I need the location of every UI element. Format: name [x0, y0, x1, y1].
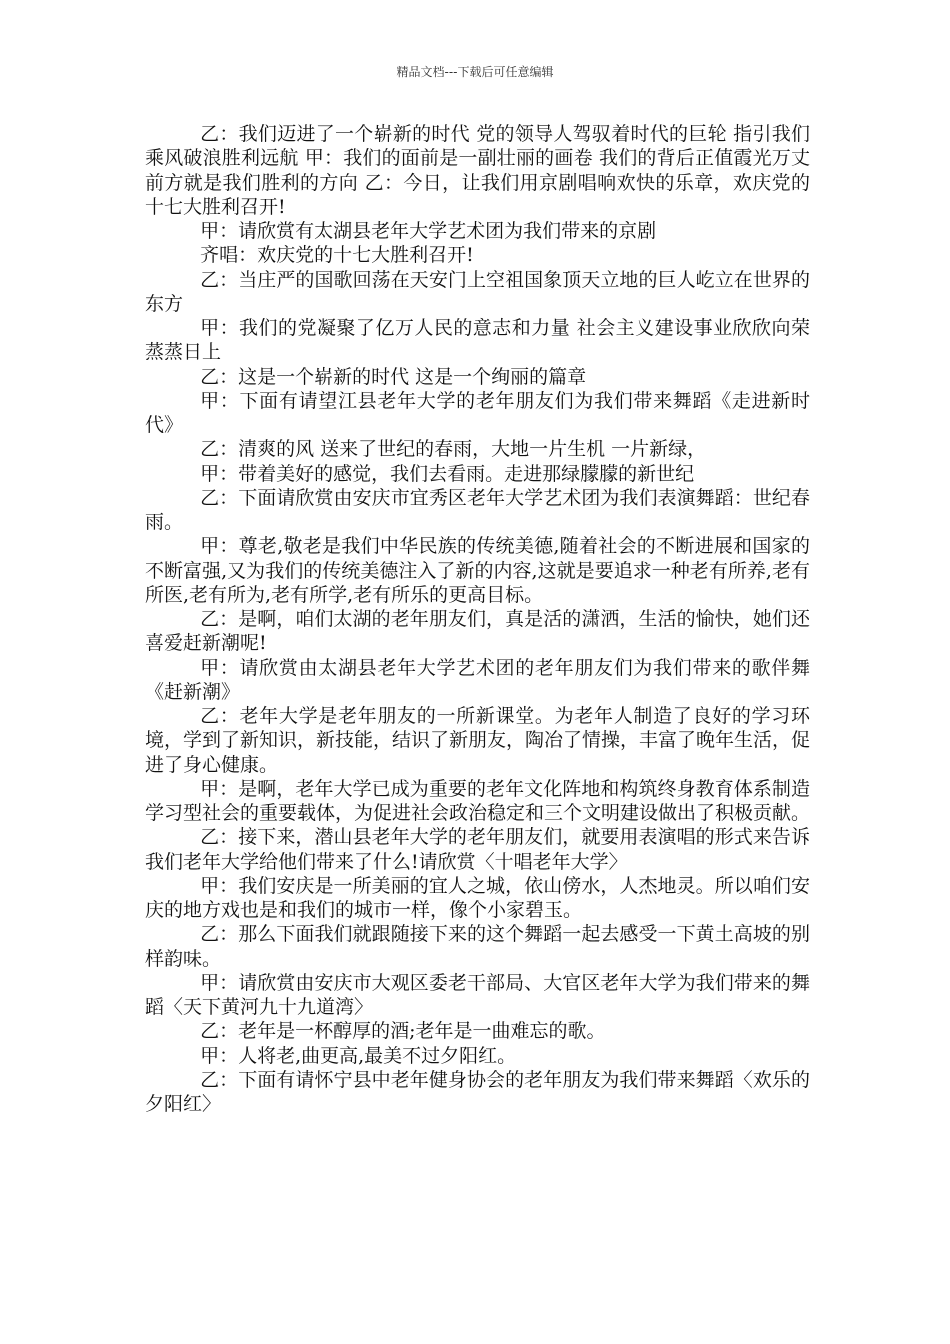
paragraph-8: 乙：清爽的风 送来了世纪的春雨，大地一片生机 一片新绿，	[200, 438, 707, 461]
paragraph-6: 乙：这是一个崭新的时代 这是一个绚丽的篇章	[200, 365, 587, 388]
paragraph-18: 乙：那么下面我们就跟随接下来的这个舞蹈一起去感受一下黄土高坡的别样韵味。	[145, 923, 810, 970]
paragraph-21: 甲：人将老,曲更高,最美不过夕阳红。	[200, 1044, 517, 1067]
paragraph-3: 齐唱：欢庆党的十七大胜利召开!	[200, 244, 474, 267]
paragraph-7: 甲：下面有请望江县老年大学的老年朋友们为我们带来舞蹈《走进新时代》	[145, 389, 810, 436]
paragraph-2: 甲：请欣赏有太湖县老年大学艺术团为我们带来的京剧	[200, 220, 657, 242]
paragraph-5: 甲：我们的党凝聚了亿万人民的意志和力量 社会主义建设事业欣欣向荣蒸蒸日上	[145, 317, 810, 364]
paragraph-22: 乙：下面有请怀宁县中老年健身协会的老年朋友为我们带来舞蹈〈欢乐的夕阳红〉	[145, 1068, 810, 1115]
paragraph-12: 乙：是啊，咱们太湖的老年朋友们，真是活的潇洒，生活的愉快，她们还喜爱赶新潮呢!	[145, 608, 810, 655]
paragraph-9: 甲：带着美好的感觉，我们去看雨。走进那绿朦朦的新世纪	[200, 462, 695, 485]
paragraph-20: 乙：老年是一杯醇厚的酒;老年是一曲难忘的歌。	[200, 1020, 606, 1043]
paragraph-10: 乙：下面请欣赏由安庆市宜秀区老年大学艺术团为我们表演舞蹈：世纪春雨。	[145, 486, 810, 533]
paragraph-17: 甲：我们安庆是一所美丽的宜人之城，依山傍水，人杰地灵。所以咱们安庆的地方戏也是和我们的城市一样，像个小家碧玉。	[145, 874, 810, 921]
page-header: 精品文档---下载后可任意编辑	[396, 65, 554, 79]
paragraph-1: 乙：我们迈进了一个崭新的时代 党的领导人驾驭着时代的巨轮 指引我们乘风破浪胜利远航 甲：我们的面前是一副壮丽的画卷 我们的背后正值霞光万丈前方就是我们胜利的方向 乙：今日，让我们用京剧唱响欢快的乐章，欢庆党的十七大胜利召开!	[145, 123, 810, 218]
paragraph-11: 甲：尊老,敬老是我们中华民族的传统美德,随着社会的不断进展和国家的不断富强,又为我们的传统美德注入了新的内容,这就是要追求一种老有所养,老有所医,老有所为,老有所学,老有所乐的更高目标。	[145, 535, 810, 606]
paragraph-19: 甲：请欣赏由安庆市大观区委老干部局、大官区老年大学为我们带来的舞蹈〈天下黄河九十九道湾〉	[145, 971, 810, 1018]
paragraph-4: 乙：当庄严的国歌回荡在天安门上空祖国象顶天立地的巨人屹立在世界的东方	[145, 268, 810, 315]
paragraph-14: 乙：老年大学是老年朋友的一所新课堂。为老年人制造了良好的学习环境，学到了新知识，新技能，结识了新朋友，陶冶了情操，丰富了晚年生活，促进了身心健康。	[145, 705, 811, 776]
paragraph-15: 甲：是啊，老年大学已成为重要的老年文化阵地和构筑终身教育体系制造学习型社会的重要载体，为促进社会政治稳定和三个文明建设做出了积极贡献。	[145, 777, 811, 824]
paragraph-16: 乙：接下来，潜山县老年大学的老年朋友们，就要用表演唱的形式来告诉我们老年大学给他们带来了什么!请欣赏〈十唱老年大学〉	[145, 826, 810, 873]
document-body	[145, 122, 810, 1116]
paragraph-13: 甲：请欣赏由太湖县老年大学艺术团的老年朋友们为我们带来的歌伴舞《赶新潮》	[145, 656, 810, 703]
